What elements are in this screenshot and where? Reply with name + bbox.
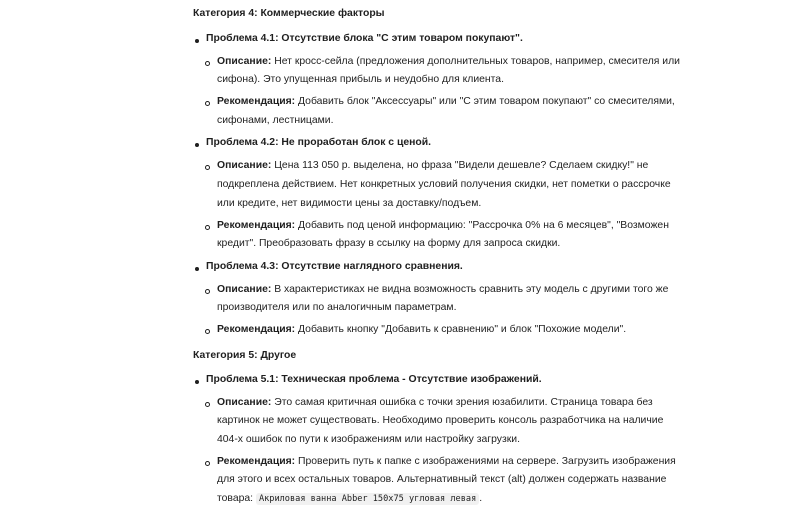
- recommendation-label: Рекомендация:: [217, 456, 296, 467]
- problem-4-1-description-cont: сифона). Это упущенная прибыль и неудобно для клиента.: [217, 74, 504, 85]
- problem-4-2-recommendation: [217, 219, 669, 233]
- recommendation-text: Проверить путь к папке с изображениями на сервере. Загрузить изображения: [295, 456, 676, 467]
- recommendation-label: Рекомендация:: [217, 96, 296, 107]
- problem-4-2-description: [217, 159, 648, 173]
- recommendation-text: товара:: [217, 493, 256, 504]
- bullet-disc: [195, 267, 199, 271]
- problem-4-2-title: Проблема 4.2: Не проработан блок с ценой.: [206, 137, 432, 148]
- bullet-circle: [205, 329, 210, 334]
- problem-5-1-recommendation: [217, 455, 676, 469]
- bullet-circle: [205, 289, 210, 294]
- description-label: Описание:: [217, 160, 272, 171]
- bullet-disc: [195, 39, 199, 43]
- problem-5-1-recommendation-cont: для этого и всех остальных товаров. Альтернативный текст (alt) должен содержать название: [217, 474, 667, 485]
- description-text: Это самая критичная ошибка с точки зрения юзабилити. Страница товара без: [271, 397, 653, 408]
- description-text: Нет кросс-сейла (предложения дополнительных товаров, например, смесителя или: [271, 56, 680, 67]
- problem-5-1-description-cont: картинок не может существовать. Необходимо проверить консоль разработчика на наличие: [217, 415, 664, 426]
- bullet-disc: [195, 143, 199, 147]
- recommendation-text: Добавить под ценой информацию: "Рассрочка 0% на 6 месяцев", "Возможен: [295, 220, 669, 231]
- bullet-disc: [195, 380, 199, 384]
- problem-5-1-title: Проблема 5.1: Техническая проблема - Отсутствие изображений.: [206, 374, 542, 385]
- problem-5-1-description-cont: 404-х ошибок по пути к изображениям или настройку загрузки.: [217, 434, 520, 445]
- bullet-circle: [205, 101, 210, 106]
- bullet-circle: [205, 402, 210, 407]
- description-label: Описание:: [217, 56, 272, 67]
- description-text: В характеристиках не видна возможность сравнить эту модель с другими того же: [271, 284, 669, 295]
- problem-4-3-description-cont: производителя или по аналогичным параметрам.: [217, 302, 457, 313]
- problem-4-1-description: [217, 55, 680, 69]
- problem-4-3-description: [217, 283, 668, 297]
- bullet-circle: [205, 165, 210, 170]
- bullet-circle: [205, 61, 210, 66]
- problem-4-1-recommendation-cont: сифонами, лестницами.: [217, 115, 334, 126]
- description-label: Описание:: [217, 397, 272, 408]
- problem-5-1-recommendation-cont: [217, 492, 482, 506]
- recommendation-label: Рекомендация:: [217, 324, 296, 335]
- problem-4-1-title: Проблема 4.1: Отсутствие блока "С этим товаром покупают".: [206, 33, 523, 44]
- bullet-circle: [205, 461, 210, 466]
- recommendation-text: Добавить кнопку "Добавить к сравнению" и блок "Похожие модели".: [295, 324, 627, 335]
- category-4-heading: Категория 4: Коммерческие факторы: [193, 8, 385, 19]
- problem-5-1-description: [217, 396, 653, 410]
- description-label: Описание:: [217, 284, 272, 295]
- description-text: Цена 113 050 р. выделена, но фраза "Видели дешевле? Сделаем скидку!" не: [271, 160, 649, 171]
- category-5-heading: Категория 5: Другое: [193, 350, 297, 361]
- inline-code-alt-text: Акриловая ванна Abber 150x75 угловая левая: [256, 493, 479, 505]
- problem-4-2-description-cont: подкреплена действием. Нет конкретных условий получения скидки, нет пометки о рассрочке: [217, 179, 671, 190]
- problem-4-3-recommendation: [217, 323, 626, 337]
- problem-4-2-recommendation-cont: кредит". Преобразовать фразу в ссылку на форму для запроса скидки.: [217, 238, 561, 249]
- recommendation-text: Добавить блок "Аксессуары" или "С этим товаром покупают" со смесителями,: [295, 96, 675, 107]
- problem-4-2-description-cont: или кредите, нет видимости цены за доставку/подъем.: [217, 198, 482, 209]
- recommendation-text: .: [479, 493, 483, 504]
- problem-4-3-title: Проблема 4.3: Отсутствие наглядного сравнения.: [206, 261, 463, 272]
- bullet-circle: [205, 225, 210, 230]
- recommendation-label: Рекомендация:: [217, 220, 296, 231]
- problem-4-1-recommendation: [217, 95, 675, 109]
